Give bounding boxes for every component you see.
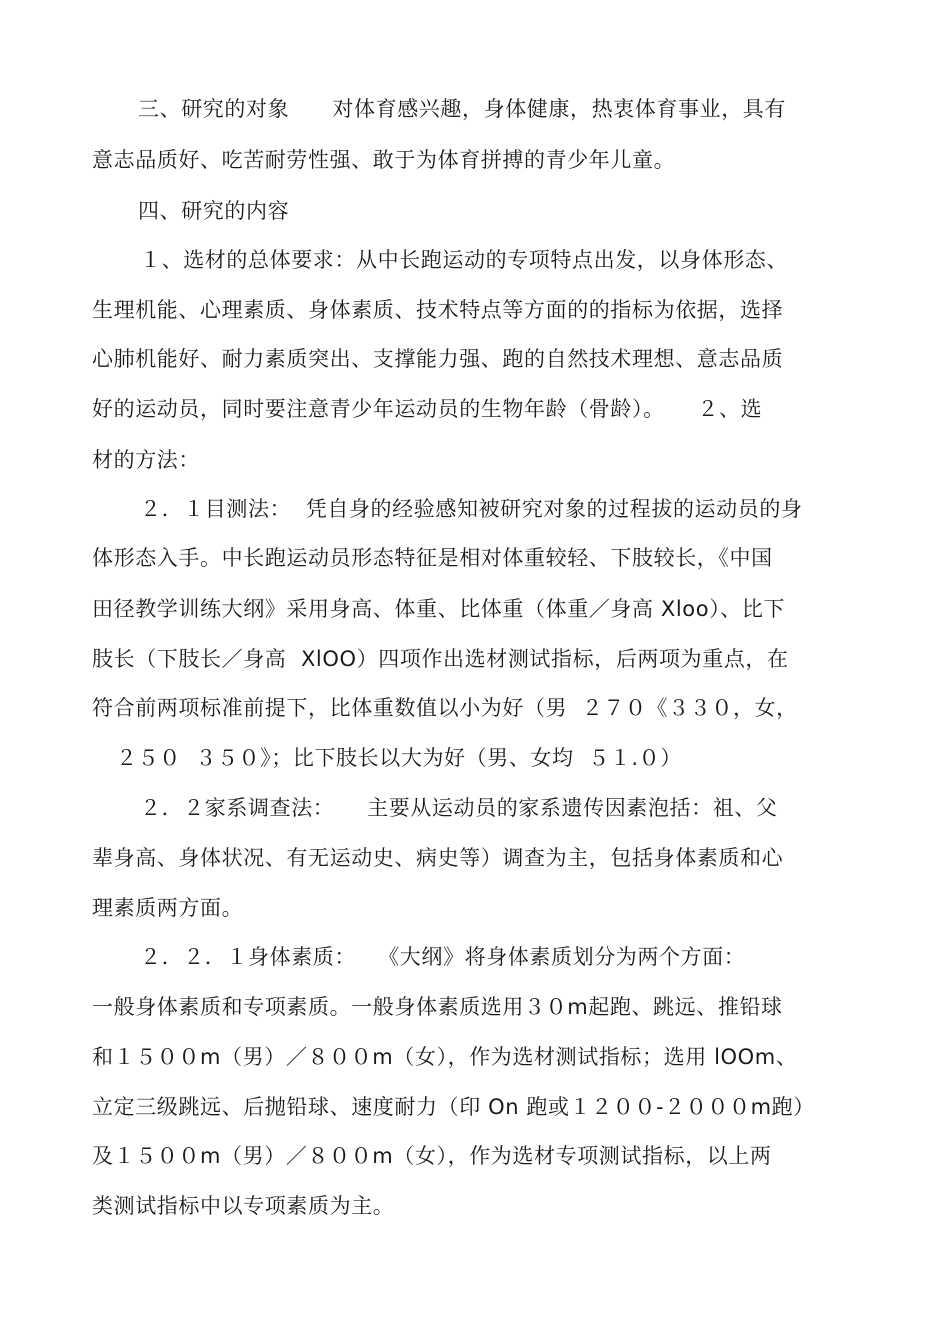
text-line: 田径教学训练大纲》采用身高、体重、比体重（体重／身高 Xloo）、比下: [92, 597, 786, 621]
text-line: 辈身高、身体状况、有无运动史、病史等）调查为主，包括身体素质和心: [92, 846, 784, 870]
text-line: 意志品质好、吃苦耐劳性强、敢于为体育拼搏的青少年儿童。: [92, 148, 676, 172]
text-line: 生理机能、心理素质、身体素质、技术特点等方面的的指标为依据，选择: [92, 298, 784, 322]
text-line: ２．２家系调查法： 主要从运动员的家系遗传因素泡括：祖、父: [140, 796, 778, 820]
text-line: 理素质两方面。: [92, 896, 244, 920]
text-line: １、选材的总体要求：从中长跑运动的专项特点出发，以身体形态、: [140, 248, 788, 272]
text-line: 心肺机能好、耐力素质突出、支撑能力强、跑的自然技术理想、意志品质: [92, 347, 784, 371]
text-line: 类测试指标中以专项素质为主。: [92, 1194, 395, 1218]
text-line: ２５０ ３５０》；比下肢长以大为好（男、女均 ５１.０）: [116, 746, 682, 770]
text-line: 体形态入手。中长跑运动员形态特征是相对体重较轻、下肢较长，《中国: [92, 546, 773, 570]
text-line: 三、研究的对象 对体育感兴趣，身体健康，热衷体育事业，具有: [138, 97, 786, 121]
text-line: 和１５００m（男）／８００m（女），作为选材测试指标；选用 lOOm、: [92, 1045, 798, 1069]
text-line: ２．２．１身体素质： 《大纲》将身体素质划分为两个方面：: [140, 945, 746, 969]
text-line: 好的运动员，同时要注意青少年运动员的生物年龄（骨龄）。 ２、选: [92, 397, 763, 421]
text-line: 肢长（下肢长／身高 XlOO）四项作出选材测试指标，后两项为重点，在: [92, 647, 789, 671]
text-line: 符合前两项标准前提下，比体重数值以小为好（男 ２７０《３３０，女，: [92, 696, 798, 720]
text-line: 四、研究的内容: [138, 199, 290, 223]
text-line: 一般身体素质和专项素质。一般身体素质选用３０m起跑、跳远、推铅球: [92, 995, 783, 1019]
text-line: 立定三级跳远、后抛铅球、速度耐力（印 On 跑或１２００-２０００m跑）: [92, 1095, 815, 1119]
text-line: ２．１目测法： 凭自身的经验感知被研究对象的过程拔的运动员的身: [140, 497, 803, 521]
text-line: 及１５００m（男）／８００m（女），作为选材专项测试指标，以上两: [92, 1144, 772, 1168]
text-line: 材的方法：: [92, 448, 200, 472]
